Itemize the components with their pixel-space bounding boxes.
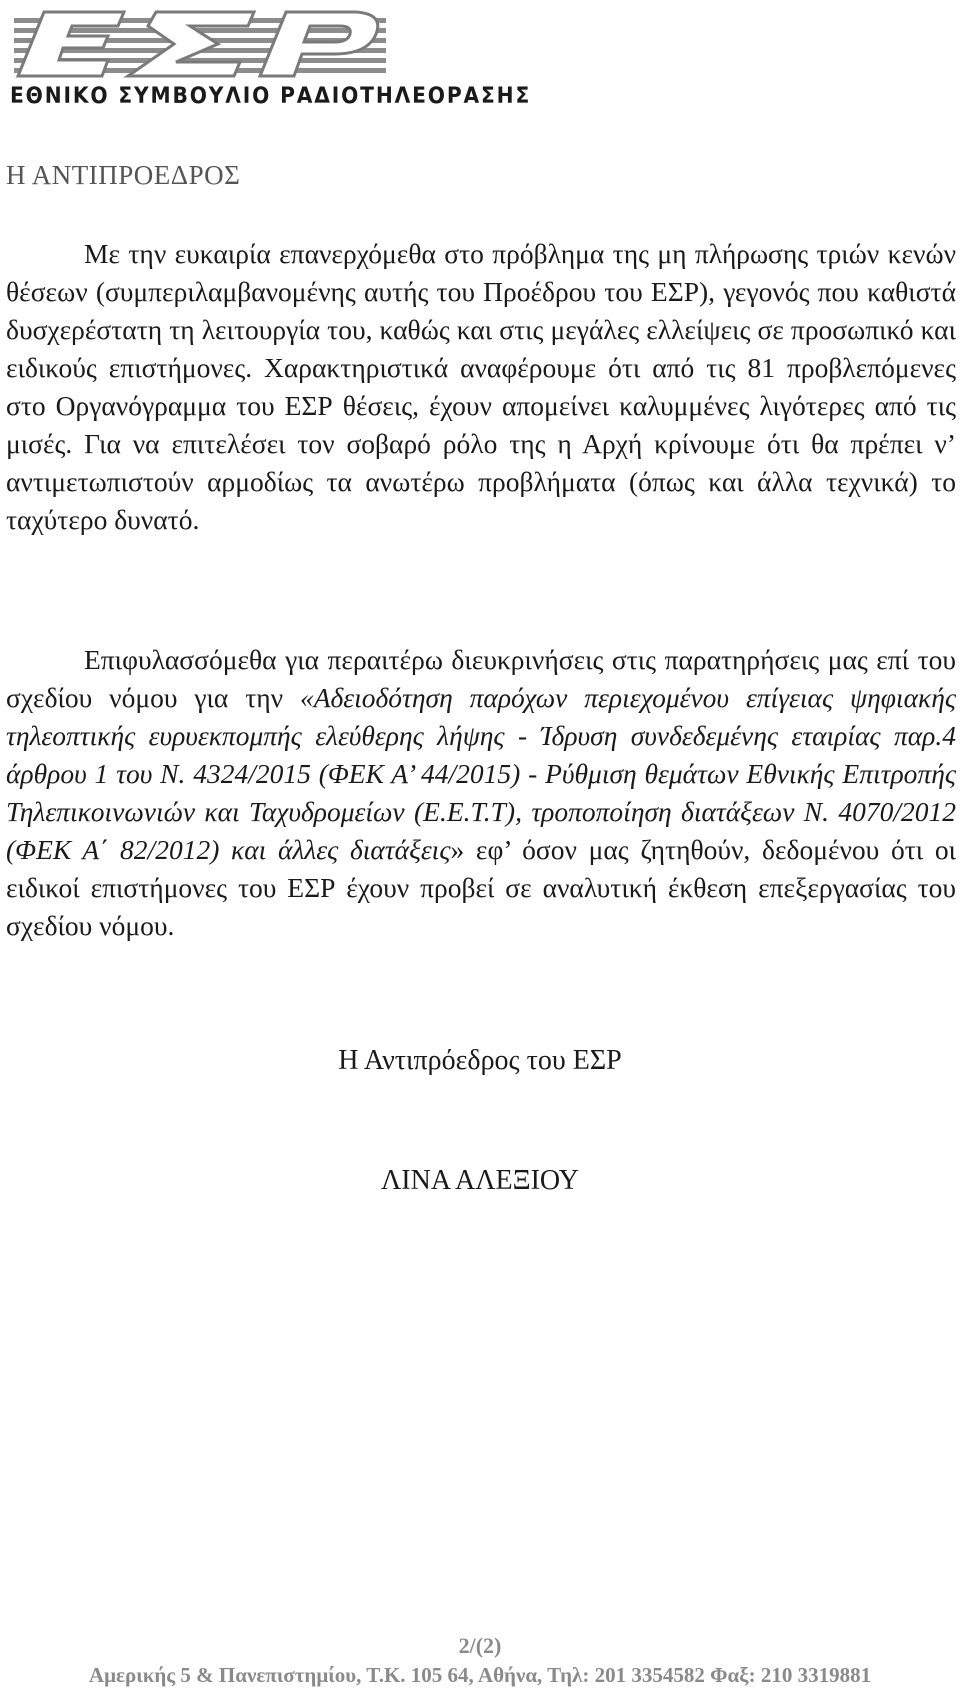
paragraph-2 — [6, 641, 956, 945]
paragraph-2-text-after: » εφ’ όσον μας ζητηθούν, δεδομένου ότι οι ειδικοί επιστήμονες του ΕΣΡ έχουν προβεί σε αναλυτική έκθεση επεξεργασίας του σχεδίου νόμου. — [6, 834, 957, 941]
esr-logo — [4, 4, 532, 118]
signature-title: Η Αντιπρόεδρος του ΕΣΡ — [338, 1045, 622, 1076]
paragraph-2-bill-title: «Αδειοδότηση παρόχων περιεχομένου επίγειας ψηφιακής τηλεοπτικής ευρυεκπομπής ελεύθερης λήψης - Ίδρυση συνδεδεμένης εταιρίας παρ.4 άρθρου 1 του Ν. 4324/2015 (ΦΕΚ Α’ 44/2015) - Ρύθμιση θεμάτων Εθνικής Επιτροπής Τηλεπικοινωνιών και Ταχυδρομείων (Ε.Ε.Τ.Τ), τροποποίηση διατάξεων Ν. 4070/2012 (ΦΕΚ Α΄ 82/2012) και άλλες διατάξεις — [6, 682, 956, 865]
signature-name: ΛΙΝΑ ΑΛΕΞΙΟΥ — [381, 1165, 579, 1196]
footer-address: Αμερικής 5 & Πανεπιστημίου, Τ.Κ. 105 64, Αθήνα, Τηλ: 201 3354582 Φαξ: 210 3319881 — [88, 1663, 872, 1687]
logo-band-text: ΕΘΝΙΚΟ ΣΥΜΒΟΥΛΙΟ ΡΑΔΙΟΤΗΛΕΟΡΑΣΗΣ — [10, 84, 532, 109]
page-number: 2/(2) — [458, 1633, 502, 1658]
paragraph-1: Με την ευκαιρία επανερχόμεθα στο πρόβλημα της μη πλήρωσης τριών κενών θέσεων (συμπεριλαμβανομένης αυτής του Προέδρου του ΕΣΡ), γεγονός που καθιστά δυσχερέστατη τη λειτουργία του, καθώς και στις μεγάλες ελλείψεις σε προσωπικό και ειδικούς επιστήμονες. Χαρακτηριστικά αναφέρουμε ότι από τις 81 προβλεπόμενες στο Οργανόγραμμα του ΕΣΡ θέσεις, έχουν απομείνει καλυμμένες λιγότερες από τις μισές. Για να επιτελέσει τον σοβαρό ρόλο της η Αρχή κρίνουμε ότι θα πρέπει ν’ αντιμετωπιστούν αρμοδίως τα ανωτέρω προβλήματα (όπως και άλλα τεχνικά) το ταχύτερο δυνατό. — [6, 238, 956, 535]
document-heading: Η ΑΝΤΙΠΡΟΕΔΡΟΣ — [6, 160, 241, 190]
paragraph-2-text-before: Επιφυλασσόμεθα για περαιτέρω διευκρινήσεις στις παρατηρήσεις μας επί του σχεδίου νόμου για την — [6, 644, 956, 713]
